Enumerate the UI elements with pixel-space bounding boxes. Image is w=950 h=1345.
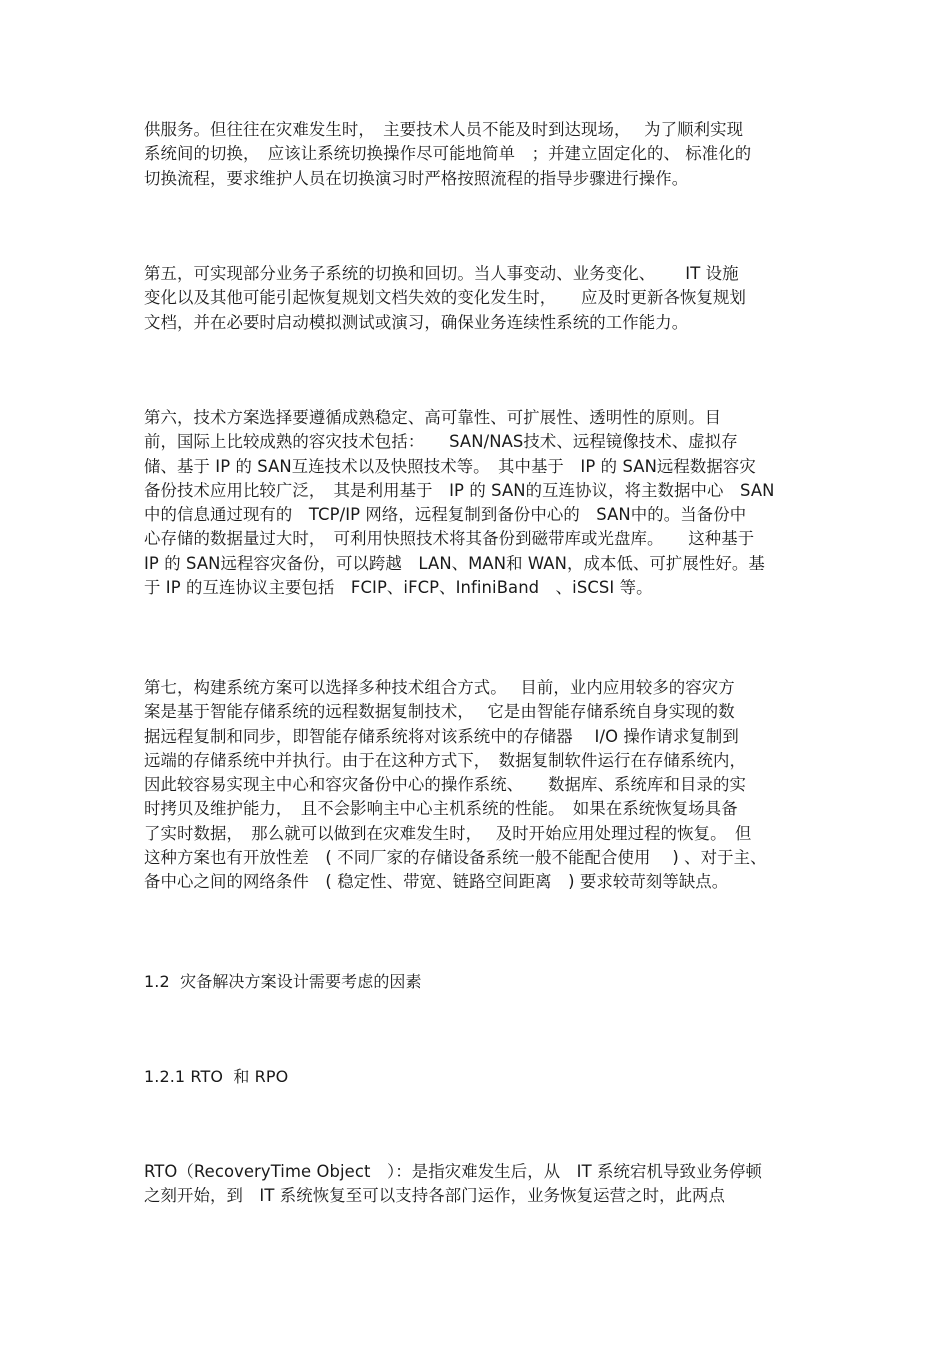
text-line: RTO（RecoveryTime Object ）：是指灾难发生后，从 IT 系统宕机导致业务停顿 [144, 1162, 762, 1181]
paragraph-fifth [144, 262, 824, 335]
text-line: 第六，技术方案选择要遵循成熟稳定、高可靠性、可扩展性、透明性的原则。目 [144, 408, 722, 427]
text-line: 变化以及其他可能引起恢复规划文档失效的变化发生时， 应及时更新各恢复规划 [144, 288, 746, 308]
paragraph-sixth [144, 406, 824, 600]
text-line: 中的信息通过现有的 TCP/IP 网络，远程复制到备份中心的 SAN中的。当备份中 [144, 505, 747, 525]
section-heading-1-2-1 [144, 1065, 824, 1089]
text-line: 文档，并在必要时启动模拟测试或演习，确保业务连续性系统的工作能力。 [144, 312, 689, 332]
text-line: 时拷贝及维护能力， 且不会影响主中心主机系统的性能。 如果在系统恢复场具备 [144, 799, 738, 819]
text-line: 储、基于 IP 的 SAN互连技术以及快照技术等。 其中基于 IP 的 SAN远程数据容灾 [144, 456, 756, 476]
paragraph-seventh [144, 676, 824, 895]
subsection-title: 1.2.1 RTO 和 RPO [144, 1067, 289, 1086]
section-heading-1-2 [144, 970, 824, 994]
paragraph-rto [144, 1160, 824, 1209]
text-line: 备中心之间的网络条件 ( 稳定性、带宽、链路空间距离 ) 要求较苛刻等缺点。 [144, 872, 729, 892]
text-line: IP 的 SAN远程容灾备份，可以跨越 LAN、MAN和 WAN，成本低、可扩展性好。基 [144, 553, 765, 573]
text-line: 系统间的切换， 应该让系统切换操作尽可能地简单 ；并建立固定化的、 标准化的 [144, 144, 752, 164]
text-line: 备份技术应用比较广泛， 其是利用基于 IP 的 SAN的互连协议，将主数据中心 SAN [144, 480, 775, 500]
text-line: 切换流程，要求维护人员在切换演习时严格按照流程的指导步骤进行操作。 [144, 168, 689, 188]
text-line: 这种方案也有开放性差 ( 不同厂家的存储设备系统一般不能配合使用 ) 、对于主、 [144, 848, 767, 868]
text-line: 供服务。但往往在灾难发生时， 主要技术人员不能及时到达现场， 为了顺利实现 [144, 120, 744, 139]
text-line: 据远程复制和同步，即智能存储系统将对该系统中的存储器 I/O 操作请求复制到 [144, 726, 739, 746]
text-line: 因此较容易实现主中心和容灾备份中心的操作系统、 数据库、系统库和目录的实 [144, 775, 746, 795]
section-title: 1.2 灾备解决方案设计需要考虑的因素 [144, 972, 422, 991]
paragraph-service-switching [144, 118, 824, 191]
text-line: 远端的存储系统中并执行。由于在这种方式下， 数据复制软件运行在存储系统内， [144, 750, 746, 770]
text-line: 之刻开始，到 IT 系统恢复至可以支持各部门运作，业务恢复运营之时，此两点 [144, 1186, 726, 1206]
text-line: 心存储的数据量过大时， 可利用快照技术将其备份到磁带库或光盘库。 这种基于 [144, 529, 755, 549]
text-line: 前，国际上比较成熟的容灾技术包括： SAN/NAS技术、远程镜像技术、虚拟存 [144, 432, 738, 452]
text-line: 第七，构建系统方案可以选择多种技术组合方式。 目前，业内应用较多的容灾方 [144, 678, 735, 697]
text-line: 第五，可实现部分业务子系统的切换和回切。当人事变动、业务变化、 IT 设施 [144, 264, 739, 283]
text-line: 了实时数据， 那么就可以做到在灾难发生时， 及时开始应用处理过程的恢复。 但 [144, 823, 752, 843]
text-line: 于 IP 的互连协议主要包括 FCIP、iFCP、InfiniBand 、iSCSI 等。 [144, 578, 653, 598]
text-line: 案是基于智能存储系统的远程数据复制技术， 它是由智能存储系统自身实现的数 [144, 702, 735, 722]
